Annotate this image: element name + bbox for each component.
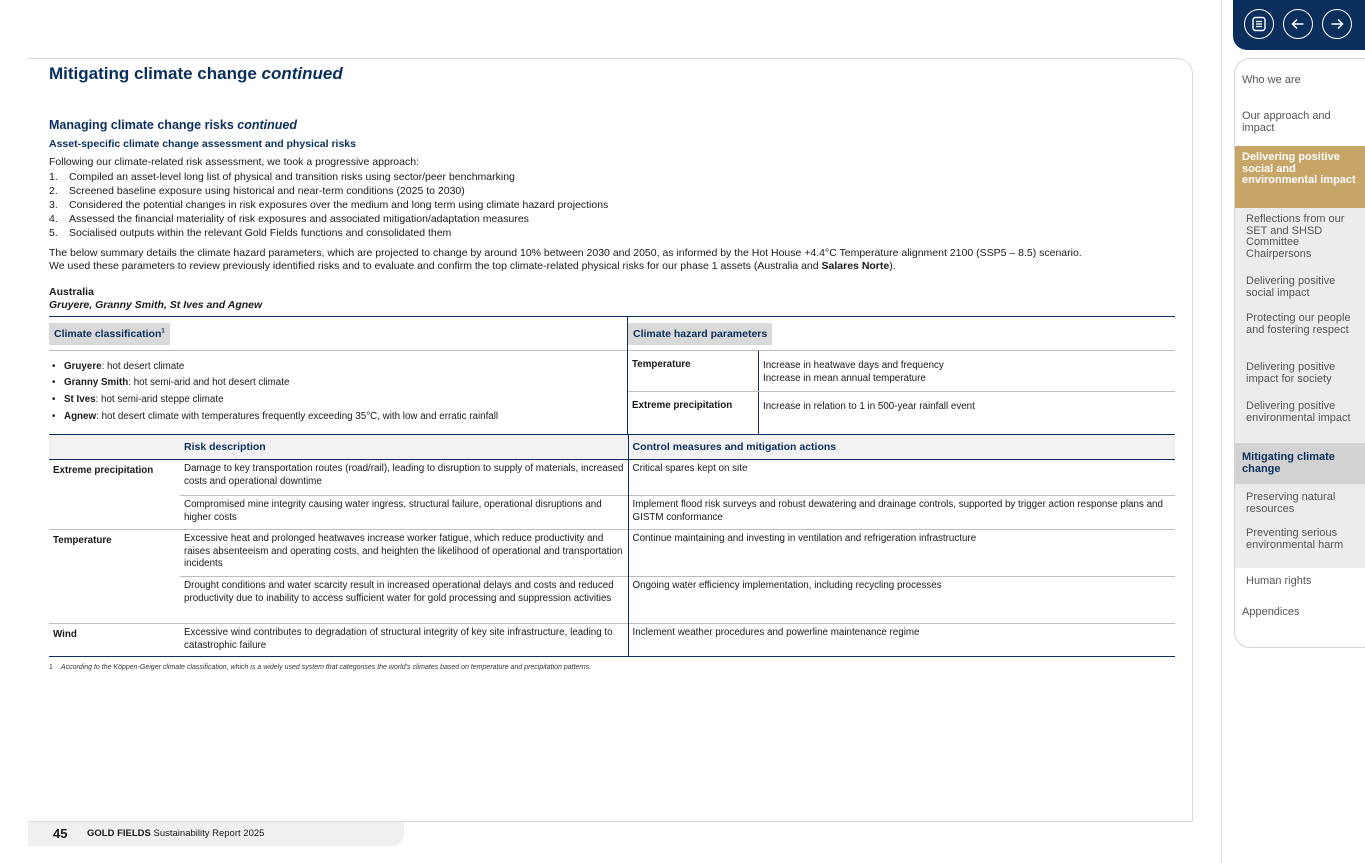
- forward-arrow-icon[interactable]: [1322, 9, 1352, 39]
- sidebar-item-social-impact[interactable]: Delivering positive social impact: [1235, 268, 1365, 307]
- nav-bar: [1233, 0, 1365, 50]
- sidebar-item-natural-resources[interactable]: Preserving natural resources: [1235, 484, 1365, 522]
- table-row: Drought conditions and water scarcity result in increased operational delays and costs and reduced productivity due to inability to access sufficient water for gold processing and suppression activities Ongoing water efficiency implementation, including recycling processes: [49, 577, 1175, 624]
- sidebar-item-our-approach[interactable]: Our approach and impact: [1242, 110, 1331, 134]
- table-row: Wind Excessive wind contributes to degradation of structural integrity of key site infrastructure, leading to catastrophic failure Inclement weather procedures and powerline maintenance regime: [49, 624, 1175, 657]
- hazard-row: Temperature Increase in heatwave days and frequency Increase in mean annual temperature: [628, 351, 1175, 392]
- main-content: [49, 64, 1175, 671]
- sidebar-item-reflections[interactable]: Reflections from our SET and SHSD Committee Chairpersons: [1235, 208, 1365, 268]
- classification-list: [49, 351, 627, 426]
- steps-list: [49, 170, 1175, 240]
- page-footer: [28, 822, 404, 846]
- sidebar-item-mitigating-climate[interactable]: Mitigating climate change: [1235, 443, 1365, 484]
- table-row: Compromised mine integrity causing water ingress, structural failure, operational disruptions and higher costs Implement flood risk surveys and robust dewatering and drainage controls, supported by trigger action response plans and GISTM conformance: [49, 496, 1175, 530]
- list-item: 2. Screened baseline exposure using historical and near-term conditions (2025 to 2030): [49, 184, 465, 197]
- sidebar-divider: [1221, 0, 1222, 863]
- hazard-row: Extreme precipitation Increase in relation to 1 in 500-year rainfall event: [628, 392, 1175, 434]
- contents-icon[interactable]: [1244, 9, 1274, 39]
- column-header: Risk description: [180, 434, 628, 460]
- section-subtitle: Asset-specific climate change assessment and physical risks: [49, 138, 356, 150]
- sidebar-item-environmental-harm[interactable]: Preventing serious environmental harm: [1235, 522, 1365, 568]
- summary-paragraph: The below summary details the climate hazard parameters, which are projected to change by around 10% between 2030 and 2050, as informed by the Hot House +4.4°C Temperature alignment 2100 (SSP5 – 8.5) scenario. We used these parameters to review previously identified risks and to evaluate and confirm the top climate-related physical risks for our phase 1 assets (Australia and Salares Norte).: [49, 246, 1082, 272]
- sidebar-item-who-we-are[interactable]: Who we are: [1242, 74, 1301, 86]
- hazard-column: [628, 317, 1175, 434]
- table-row: Extreme precipitation Damage to key transportation routes (road/rail), leading to disruption to supply of materials, increased costs and operational downtime Critical spares kept on site: [49, 460, 1175, 496]
- report-title: GOLD FIELDS Sustainability Report 2025: [87, 828, 265, 839]
- table-row: Temperature Excessive heat and prolonged heatwaves increase worker fatigue, which reduce productivity and raises absenteeism and operating costs, and heighten the likelihood of operational and transportation incidents Continue maintaining and investing in ventilation and refrigeration infrastructure: [49, 530, 1175, 577]
- list-item: • Gruyere: hot desert climate: [52, 359, 627, 376]
- sidebar-item-delivering-positive-impact[interactable]: Delivering positive social and environmental impact: [1235, 146, 1365, 208]
- list-item: • St Ives: hot semi-arid steppe climate: [52, 392, 627, 409]
- list-item: • Granny Smith: hot semi-arid and hot desert climate: [52, 375, 627, 392]
- risk-table: [49, 434, 1175, 658]
- sidebar-item-appendices[interactable]: Appendices: [1242, 606, 1300, 618]
- column-header: [49, 434, 180, 460]
- sidebar-item-protecting-people[interactable]: Protecting our people and fostering respect: [1235, 307, 1365, 356]
- hazard-header: Climate hazard parameters: [628, 323, 772, 345]
- list-item: 1. Compiled an asset-level long list of physical and transition risks using sector/peer benchmarking: [49, 170, 515, 183]
- back-arrow-icon[interactable]: [1283, 9, 1313, 39]
- section-title: Managing climate change risks continued: [49, 118, 297, 132]
- intro-paragraph: Following our climate-related risk assessment, we took a progressive approach:: [49, 156, 419, 168]
- list-item: • Agnew: hot desert climate with temperatures frequently exceeding 35°C, with low and erratic rainfall: [52, 409, 627, 426]
- column-header: Control measures and mitigation actions: [628, 434, 1175, 460]
- region-heading: Australia: [49, 285, 94, 298]
- sidebar-item-impact-society[interactable]: Delivering positive impact for society: [1235, 356, 1365, 394]
- list-item: 5. Socialised outputs within the relevant Gold Fields functions and consolidated them: [49, 226, 452, 239]
- sidebar: [1234, 58, 1365, 648]
- classification-header: Climate classification$^1$: [49, 323, 170, 345]
- list-item: 4. Assessed the financial materiality of risk exposures and associated mitigation/adaptation measures: [49, 212, 529, 225]
- sites-heading: Gruyere, Granny Smith, St Ives and Agnew: [49, 298, 263, 311]
- climate-table: [49, 316, 1175, 434]
- page-title: Mitigating climate change continued: [49, 64, 343, 83]
- classification-column: [49, 317, 628, 434]
- sidebar-item-environmental-impact[interactable]: Delivering positive environmental impact: [1235, 394, 1365, 443]
- page-number: 45: [53, 826, 68, 841]
- footnote: 1 According to the Köppen-Geiger climate classification, which is a widely used system that categorises the world’s climates based on temperature and precipitation patterns.: [49, 664, 592, 671]
- sidebar-item-human-rights[interactable]: Human rights: [1246, 575, 1312, 587]
- list-item: 3. Considered the potential changes in risk exposures over the medium and long term using climate hazard projections: [49, 198, 609, 211]
